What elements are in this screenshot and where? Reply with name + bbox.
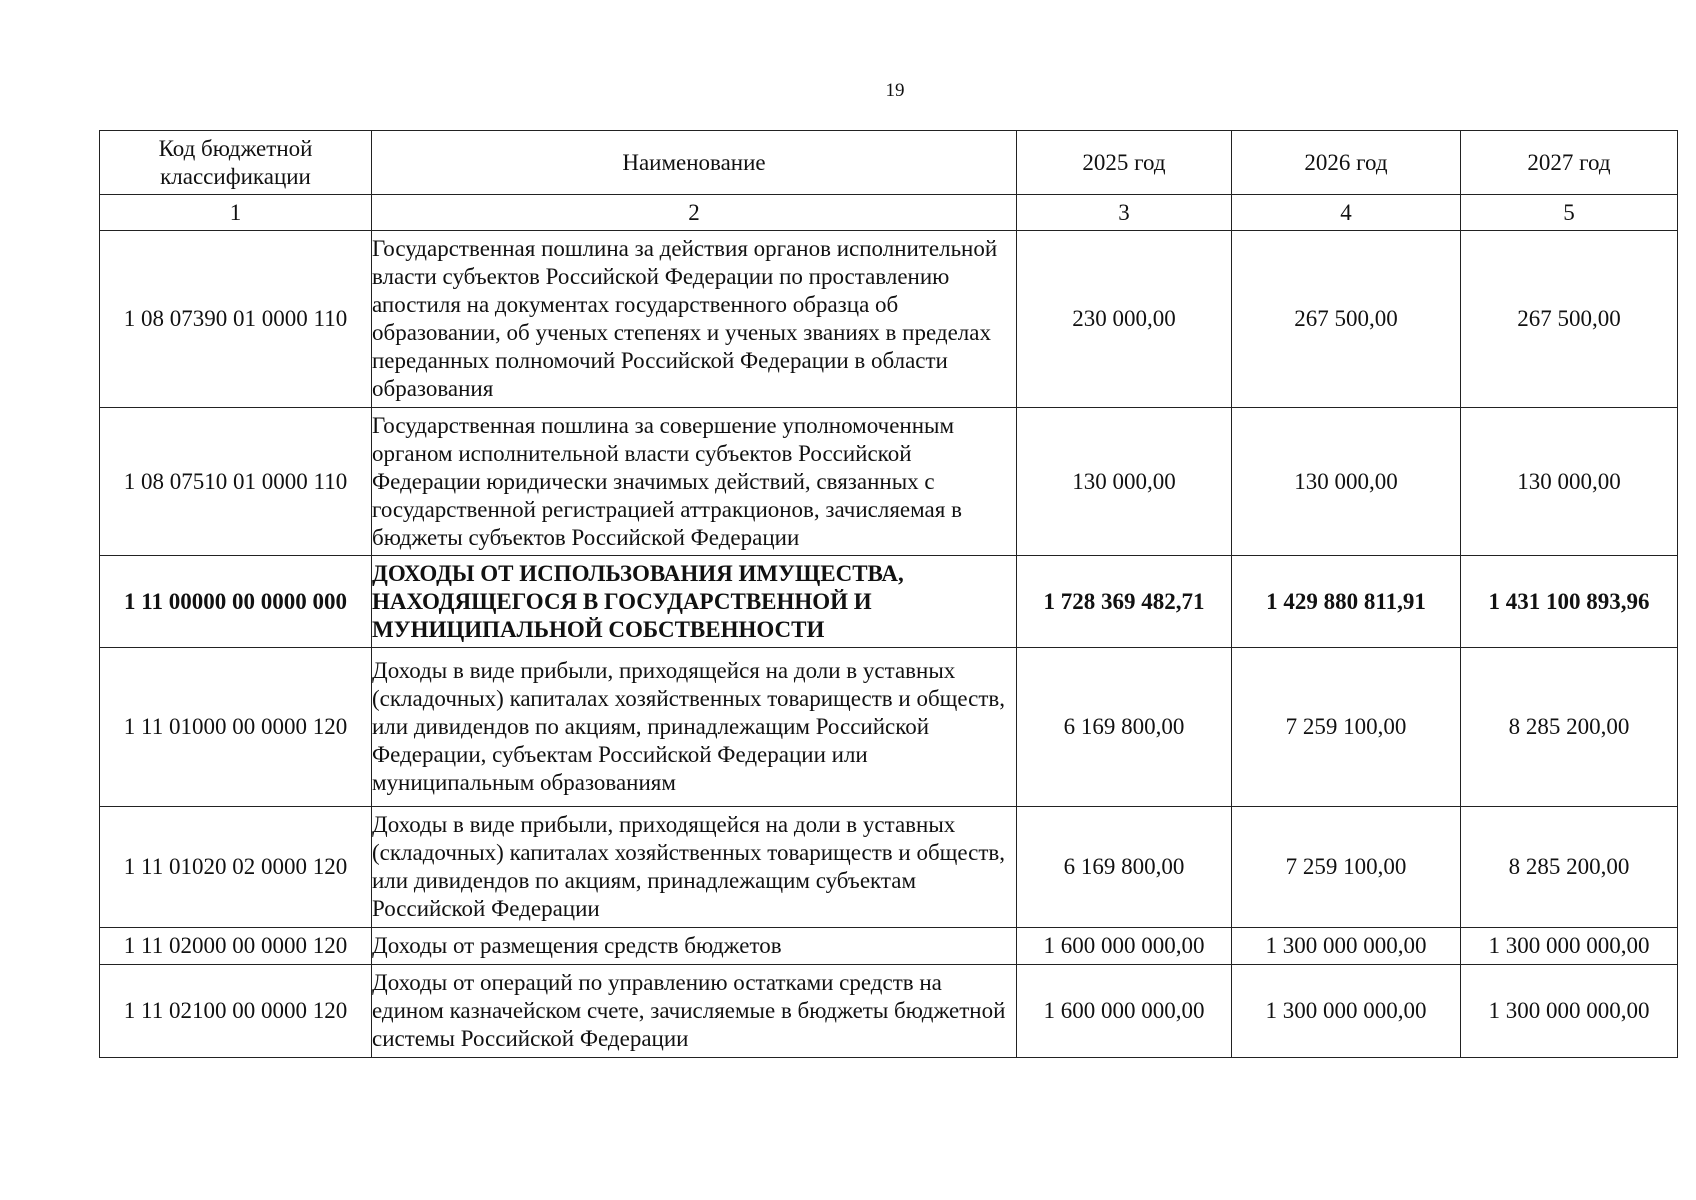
- column-number-row: [100, 195, 1678, 231]
- column-number: 4: [1232, 195, 1461, 231]
- item-name: Доходы в виде прибыли, приходящейся на доли в уставных (складочных) капиталах хозяйственных товариществ и обществ, или дивидендов по акциям, принадлежащим Российской Федерации, субъектам Российской Федерации или муниципальным образованиям: [372, 648, 1017, 807]
- amount-2027: 130 000,00: [1461, 408, 1678, 556]
- amount-2027: 8 285 200,00: [1461, 648, 1678, 807]
- amount-2026: 130 000,00: [1232, 408, 1461, 556]
- item-name: Доходы от размещения средств бюджетов: [372, 928, 1017, 965]
- item-name: Доходы в виде прибыли, приходящейся на доли в уставных (складочных) капиталах хозяйственных товариществ и обществ, или дивидендов по акциям, принадлежащим субъектам Российской Федерации: [372, 807, 1017, 928]
- budget-code: 1 11 01020 02 0000 120: [100, 807, 372, 928]
- table-row: [100, 928, 1678, 965]
- amount-2027: 1 300 000 000,00: [1461, 965, 1678, 1058]
- page-number: 19: [885, 80, 905, 101]
- column-number: 5: [1461, 195, 1678, 231]
- amount-2025: 130 000,00: [1017, 408, 1232, 556]
- budget-code: 1 11 00000 00 0000 000: [100, 556, 372, 648]
- header-name: Наименование: [372, 131, 1017, 195]
- table-row: [100, 807, 1678, 928]
- budget-code: 1 11 02100 00 0000 120: [100, 965, 372, 1058]
- amount-2027: 1 431 100 893,96: [1461, 556, 1678, 648]
- amount-2027: 267 500,00: [1461, 231, 1678, 408]
- item-name: Доходы от операций по управлению остатками средств на едином казначейском счете, зачисляемые в бюджеты бюджетной системы Российской Федерации: [372, 965, 1017, 1058]
- table-row: [100, 648, 1678, 807]
- amount-2025: 230 000,00: [1017, 231, 1232, 408]
- amount-2025: 6 169 800,00: [1017, 807, 1232, 928]
- item-name: ДОХОДЫ ОТ ИСПОЛЬЗОВАНИЯ ИМУЩЕСТВА, НАХОДЯЩЕГОСЯ В ГОСУДАРСТВЕННОЙ И МУНИЦИПАЛЬНОЙ СОБСТВЕННОСТИ: [372, 556, 1017, 648]
- amount-2026: 1 300 000 000,00: [1232, 928, 1461, 965]
- amount-2027: 8 285 200,00: [1461, 807, 1678, 928]
- table-header-row: [100, 131, 1678, 195]
- amount-2026: 7 259 100,00: [1232, 807, 1461, 928]
- budget-table: [99, 130, 1678, 1058]
- item-name: Государственная пошлина за действия органов исполнительной власти субъектов Российской Федерации по проставлению апостиля на документах государственного образца об образовании, об ученых степенях и ученых званиях в пределах переданных полномочий Российской Федерации в области образования: [372, 231, 1017, 408]
- header-2025: 2025 год: [1017, 131, 1232, 195]
- budget-code: 1 08 07510 01 0000 110: [100, 408, 372, 556]
- table-row: [100, 408, 1678, 556]
- amount-2025: 6 169 800,00: [1017, 648, 1232, 807]
- amount-2027: 1 300 000 000,00: [1461, 928, 1678, 965]
- amount-2025: 1 600 000 000,00: [1017, 965, 1232, 1058]
- header-2027: 2027 год: [1461, 131, 1678, 195]
- amount-2026: 1 429 880 811,91: [1232, 556, 1461, 648]
- amount-2026: 267 500,00: [1232, 231, 1461, 408]
- column-number: 3: [1017, 195, 1232, 231]
- header-2026: 2026 год: [1232, 131, 1461, 195]
- header-code: Код бюджетной классификации: [100, 131, 372, 195]
- table-row: [100, 965, 1678, 1058]
- budget-code: 1 11 02000 00 0000 120: [100, 928, 372, 965]
- amount-2025: 1 600 000 000,00: [1017, 928, 1232, 965]
- budget-code: 1 11 01000 00 0000 120: [100, 648, 372, 807]
- amount-2026: 7 259 100,00: [1232, 648, 1461, 807]
- table-row: [100, 231, 1678, 408]
- column-number: 1: [100, 195, 372, 231]
- amount-2025: 1 728 369 482,71: [1017, 556, 1232, 648]
- table-row-section-total: [100, 556, 1678, 648]
- amount-2026: 1 300 000 000,00: [1232, 965, 1461, 1058]
- budget-code: 1 08 07390 01 0000 110: [100, 231, 372, 408]
- item-name: Государственная пошлина за совершение уполномоченным органом исполнительной власти субъектов Российской Федерации юридически значимых действий, связанных с государственной регистрацией аттракционов, зачисляемая в бюджеты субъектов Российской Федерации: [372, 408, 1017, 556]
- column-number: 2: [372, 195, 1017, 231]
